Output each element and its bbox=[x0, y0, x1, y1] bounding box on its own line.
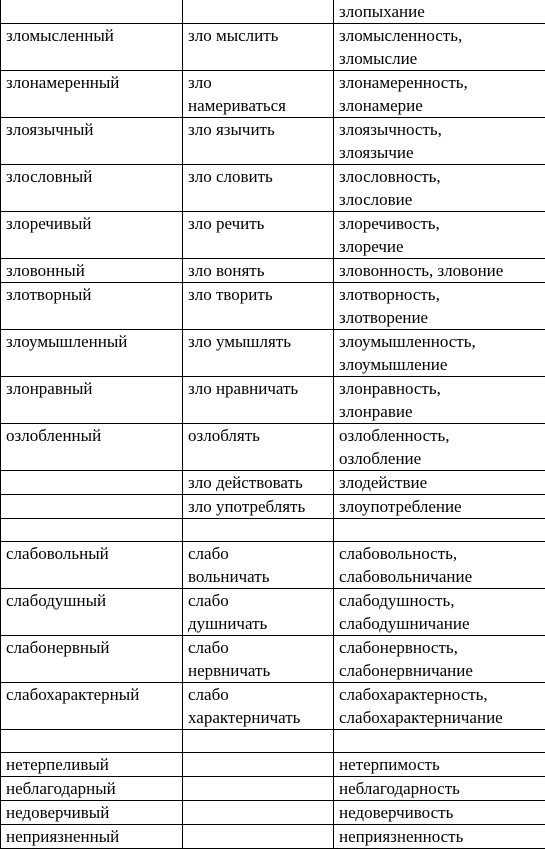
adjective-cell: недоверчивый bbox=[1, 801, 183, 825]
adjective-cell: слабохарактерный bbox=[1, 683, 183, 730]
noun-cell: слабохарактерность, слабохарактерничание bbox=[334, 683, 545, 730]
verb-phrase-cell: слабо характерничать bbox=[183, 683, 334, 730]
adjective-cell: злотворный bbox=[1, 283, 183, 330]
noun-cell: неприязненность bbox=[334, 825, 545, 849]
adjective-cell: злоумышленный bbox=[1, 330, 183, 377]
adjective-cell: злоречивый bbox=[1, 212, 183, 259]
verb-phrase-cell: зло умышлять bbox=[183, 330, 334, 377]
adjective-cell: злонамеренный bbox=[1, 71, 183, 118]
noun-cell: неблагодарность bbox=[334, 777, 545, 801]
verb-phrase-cell: зло нравничать bbox=[183, 377, 334, 424]
noun-cell: злословность, злословие bbox=[334, 165, 545, 212]
table-row bbox=[1, 424, 545, 471]
table-row bbox=[1, 542, 545, 589]
adjective-cell: слабонервный bbox=[1, 636, 183, 683]
verb-phrase-cell: зло действовать bbox=[183, 471, 334, 495]
noun-cell: злоязычность, злоязычие bbox=[334, 118, 545, 165]
noun-cell: злопыхание bbox=[334, 0, 545, 24]
table-row bbox=[1, 777, 545, 801]
table-row bbox=[1, 636, 545, 683]
verb-phrase-cell: зло язычить bbox=[183, 118, 334, 165]
verb-phrase-cell bbox=[183, 825, 334, 849]
table-row bbox=[1, 212, 545, 259]
verb-phrase-cell: зло намериваться bbox=[183, 71, 334, 118]
adjective-cell: злонравный bbox=[1, 377, 183, 424]
verb-phrase-cell bbox=[183, 0, 334, 24]
verb-phrase-cell: слабо нервничать bbox=[183, 636, 334, 683]
verb-phrase-cell: зло употреблять bbox=[183, 495, 334, 519]
noun-cell: слабовольность, слабовольничание bbox=[334, 542, 545, 589]
table-row bbox=[1, 471, 545, 495]
verb-phrase-cell bbox=[183, 519, 334, 542]
verb-phrase-cell: зло мыслить bbox=[183, 24, 334, 71]
verb-phrase-cell: слабо душничать bbox=[183, 589, 334, 636]
table-row bbox=[1, 377, 545, 424]
verb-phrase-cell bbox=[183, 801, 334, 825]
table-row bbox=[1, 801, 545, 825]
adjective-cell: злоязычный bbox=[1, 118, 183, 165]
noun-cell: зловонность, зловоние bbox=[334, 259, 545, 283]
table-row bbox=[1, 259, 545, 283]
adjective-cell: слабодушный bbox=[1, 589, 183, 636]
adjective-cell bbox=[1, 730, 183, 753]
table-row bbox=[1, 519, 545, 542]
adjective-cell: слабовольный bbox=[1, 542, 183, 589]
noun-cell: злонамеренность, злонамерие bbox=[334, 71, 545, 118]
table-row bbox=[1, 589, 545, 636]
noun-cell: злоречивость, злоречие bbox=[334, 212, 545, 259]
adjective-cell bbox=[1, 0, 183, 24]
adjective-cell: озлобленный bbox=[1, 424, 183, 471]
noun-cell: слабодушность, слабодушничание bbox=[334, 589, 545, 636]
adjective-cell bbox=[1, 471, 183, 495]
noun-cell: зломысленность, зломыслие bbox=[334, 24, 545, 71]
verb-phrase-cell bbox=[183, 730, 334, 753]
adjective-cell: зловонный bbox=[1, 259, 183, 283]
noun-cell: злоумышленность, злоумышление bbox=[334, 330, 545, 377]
noun-cell: недоверчивость bbox=[334, 801, 545, 825]
noun-cell: слабонервность, слабонервничание bbox=[334, 636, 545, 683]
adjective-cell: нетерпеливый bbox=[1, 753, 183, 777]
noun-cell: злонравность, злонравие bbox=[334, 377, 545, 424]
verb-phrase-cell bbox=[183, 753, 334, 777]
noun-cell: нетерпимость bbox=[334, 753, 545, 777]
adjective-cell bbox=[1, 495, 183, 519]
verb-phrase-cell: слабо вольничать bbox=[183, 542, 334, 589]
table-row bbox=[1, 24, 545, 71]
table-row bbox=[1, 118, 545, 165]
noun-cell: озлобленность, озлобление bbox=[334, 424, 545, 471]
noun-cell bbox=[334, 519, 545, 542]
adjective-cell: злословный bbox=[1, 165, 183, 212]
adjective-cell: неблагодарный bbox=[1, 777, 183, 801]
adjective-cell: зломысленный bbox=[1, 24, 183, 71]
verb-phrase-cell bbox=[183, 777, 334, 801]
noun-cell: злотворность, злотворение bbox=[334, 283, 545, 330]
table-row bbox=[1, 495, 545, 519]
table-row bbox=[1, 753, 545, 777]
noun-cell: злодействие bbox=[334, 471, 545, 495]
verb-phrase-cell: зло творить bbox=[183, 283, 334, 330]
table-row bbox=[1, 283, 545, 330]
table-row bbox=[1, 0, 545, 24]
table-row bbox=[1, 730, 545, 753]
verb-phrase-cell: зло словить bbox=[183, 165, 334, 212]
table-row bbox=[1, 825, 545, 849]
table-row bbox=[1, 683, 545, 730]
table-row bbox=[1, 71, 545, 118]
adjective-cell bbox=[1, 519, 183, 542]
verb-phrase-cell: озлоблять bbox=[183, 424, 334, 471]
adjective-cell: неприязненный bbox=[1, 825, 183, 849]
verb-phrase-cell: зло речить bbox=[183, 212, 334, 259]
noun-cell: злоупотребление bbox=[334, 495, 545, 519]
table-row bbox=[1, 330, 545, 377]
noun-cell bbox=[334, 730, 545, 753]
table-body bbox=[1, 0, 545, 849]
table-row bbox=[1, 165, 545, 212]
verb-phrase-cell: зло вонять bbox=[183, 259, 334, 283]
